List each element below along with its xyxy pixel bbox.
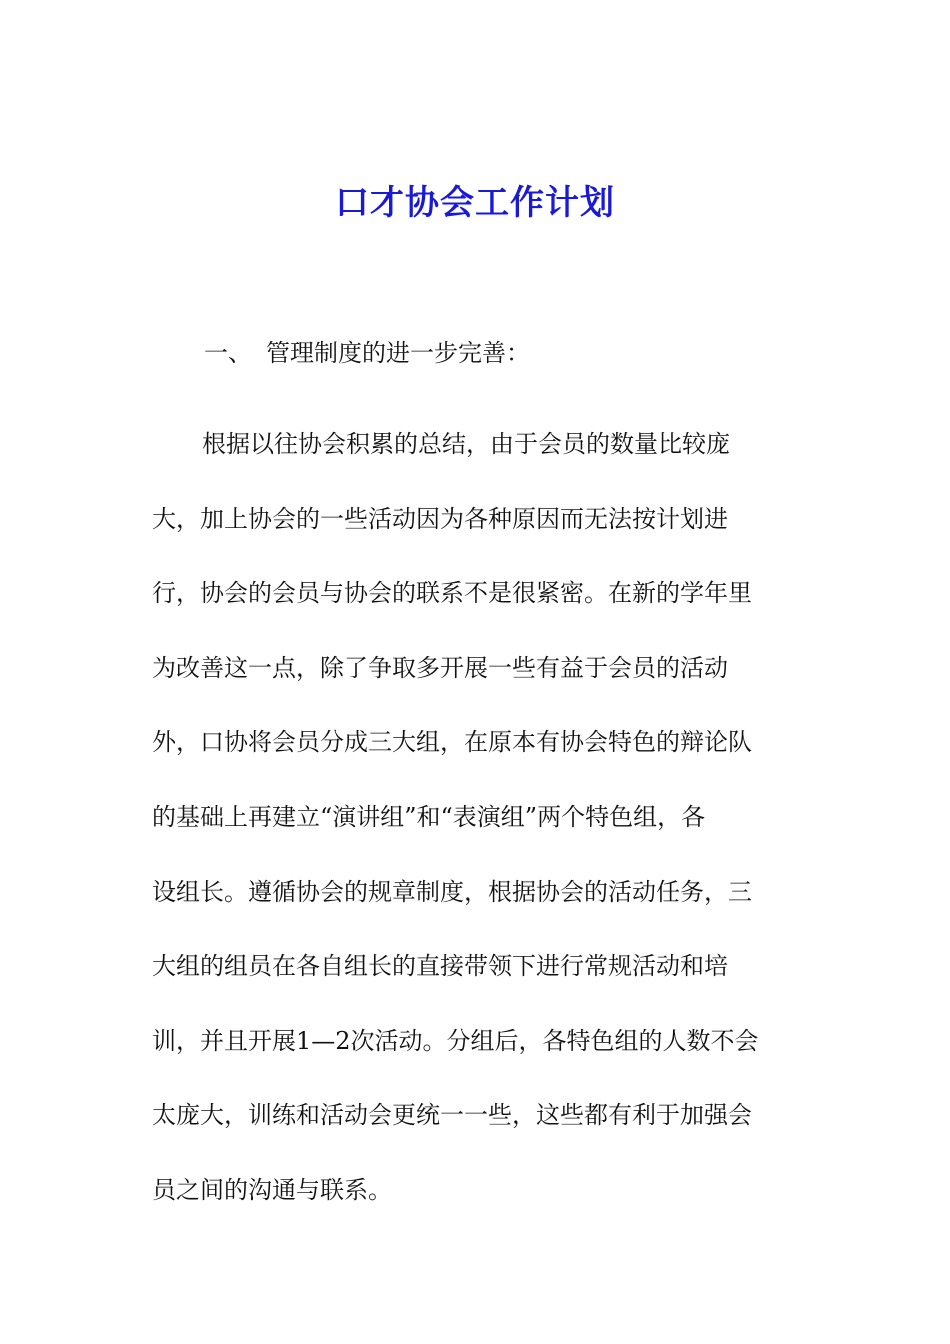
section-number: 一、 [204, 339, 252, 367]
body-line: 的基础上再建立“演讲组”和“表演组”两个特色组，各 [152, 802, 706, 831]
body-line: 员之间的沟通与联系。 [152, 1175, 392, 1204]
section-heading [204, 335, 530, 371]
body-line: 大，加上协会的一些活动因为各种原因而无法按计划进 [152, 504, 728, 533]
body-line: 行，协会的会员与协会的联系不是很紧密。在新的学年里 [152, 579, 752, 608]
body-line: 大组的组员在各自组长的直接带领下进行常规活动和培 [152, 952, 728, 981]
body-line: 训，并且开展1—2次活动。分组后，各特色组的人数不会 [152, 1026, 759, 1055]
section-heading-text: 管理制度的进一步完善： [266, 339, 530, 367]
document-title: 口才协会工作计划 [335, 183, 615, 223]
body-line: 设组长。遵循协会的规章制度，根据协会的活动任务，三 [152, 877, 752, 906]
body-line: 外，口协将会员分成三大组，在原本有协会特色的辩论队 [152, 728, 752, 757]
body-line: 为改善这一点，除了争取多开展一些有益于会员的活动 [152, 653, 728, 682]
body-line: 根据以往协会积累的总结，由于会员的数量比较庞 [202, 430, 730, 458]
body-line: 太庞大，训练和活动会更统一一些，这些都有利于加强会 [152, 1101, 752, 1130]
section-body [152, 407, 802, 1228]
